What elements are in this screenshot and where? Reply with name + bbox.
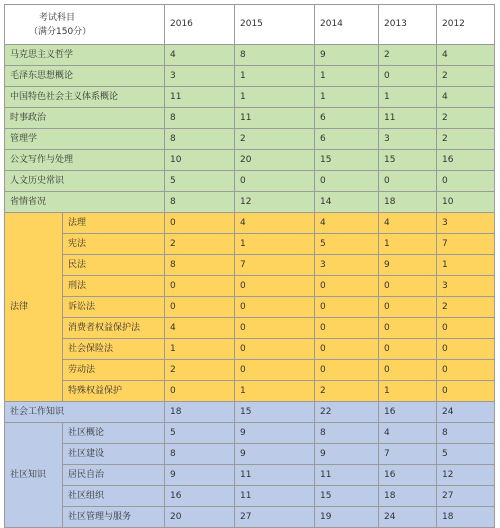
subject-name-cell: 管理学: [5, 129, 165, 150]
header-year-2015: 2015: [235, 5, 315, 45]
score-cell: 9: [235, 423, 315, 444]
score-cell: 3: [379, 129, 437, 150]
subject-name-cell: 诉讼法: [63, 297, 165, 318]
score-cell: 0: [315, 171, 379, 192]
score-cell: 0: [315, 318, 379, 339]
score-cell: 8: [165, 108, 235, 129]
score-cell: 14: [315, 192, 379, 213]
score-cell: 10: [437, 192, 495, 213]
score-cell: 2: [379, 45, 437, 66]
table-row: [5, 486, 495, 507]
subject-name-cell: 社会保险法: [63, 339, 165, 360]
table-row: [5, 108, 495, 129]
score-cell: 2: [165, 234, 235, 255]
subject-name-cell: 马克思主义哲学: [5, 45, 165, 66]
score-cell: 0: [379, 66, 437, 87]
score-cell: 8: [165, 129, 235, 150]
table-row: [5, 234, 495, 255]
subject-name-cell: 法理: [63, 213, 165, 234]
score-cell: 0: [379, 171, 437, 192]
score-cell: 4: [165, 45, 235, 66]
header-label-line1: 考试科目: [39, 12, 76, 23]
score-cell: 11: [315, 465, 379, 486]
score-cell: 27: [437, 486, 495, 507]
score-cell: 4: [379, 213, 437, 234]
score-cell: 0: [235, 318, 315, 339]
score-cell: 7: [437, 234, 495, 255]
header-year-2014: 2014: [315, 5, 379, 45]
score-cell: 0: [437, 360, 495, 381]
table-row: [5, 192, 495, 213]
exam-table-container: [4, 4, 495, 528]
score-cell: 0: [235, 297, 315, 318]
score-cell: 4: [235, 213, 315, 234]
subject-name-cell: 社区建设: [63, 444, 165, 465]
header-year-2016: 2016: [165, 5, 235, 45]
score-cell: 11: [379, 108, 437, 129]
score-cell: 15: [235, 402, 315, 423]
score-cell: 0: [235, 276, 315, 297]
score-cell: 0: [437, 171, 495, 192]
subject-name-cell: 社会工作知识: [5, 402, 165, 423]
score-cell: 5: [165, 171, 235, 192]
score-cell: 9: [165, 465, 235, 486]
score-cell: 1: [165, 339, 235, 360]
score-cell: 15: [315, 150, 379, 171]
score-cell: 0: [235, 360, 315, 381]
subject-name-cell: 劳动法: [63, 360, 165, 381]
score-cell: 16: [379, 402, 437, 423]
score-cell: 0: [437, 318, 495, 339]
category-cell: 社区知识: [5, 423, 63, 528]
subject-name-cell: 宪法: [63, 234, 165, 255]
header-year-2012: 2012: [437, 5, 495, 45]
score-cell: 22: [315, 402, 379, 423]
score-cell: 1: [235, 87, 315, 108]
table-row: [5, 444, 495, 465]
score-cell: 27: [235, 507, 315, 528]
score-cell: 3: [315, 255, 379, 276]
score-cell: 0: [315, 360, 379, 381]
header-subject-cell: [5, 5, 165, 45]
score-cell: 3: [437, 276, 495, 297]
table-row: [5, 87, 495, 108]
score-cell: 9: [315, 45, 379, 66]
table-row: [5, 129, 495, 150]
header-row: [5, 5, 495, 45]
score-cell: 5: [315, 234, 379, 255]
score-cell: 1: [437, 255, 495, 276]
score-cell: 8: [165, 255, 235, 276]
header-year-2013: 2013: [379, 5, 437, 45]
table-row: [5, 150, 495, 171]
score-cell: 9: [235, 444, 315, 465]
score-cell: 4: [315, 213, 379, 234]
score-cell: 1: [379, 234, 437, 255]
score-cell: 3: [165, 66, 235, 87]
subject-name-cell: 社区管理与服务: [63, 507, 165, 528]
subject-name-cell: 时事政治: [5, 108, 165, 129]
score-cell: 7: [379, 444, 437, 465]
subject-name-cell: 人文历史常识: [5, 171, 165, 192]
score-cell: 12: [235, 192, 315, 213]
score-cell: 8: [165, 444, 235, 465]
table-row: [5, 423, 495, 444]
score-cell: 4: [165, 318, 235, 339]
table-row: [5, 255, 495, 276]
score-cell: 24: [437, 402, 495, 423]
score-cell: 1: [235, 66, 315, 87]
subject-name-cell: 省情省况: [5, 192, 165, 213]
table-row: [5, 339, 495, 360]
score-cell: 0: [437, 381, 495, 402]
table-row: [5, 297, 495, 318]
score-cell: 1: [235, 234, 315, 255]
score-cell: 0: [165, 276, 235, 297]
score-cell: 2: [437, 108, 495, 129]
subject-name-cell: 中国特色社会主义体系概论: [5, 87, 165, 108]
score-cell: 11: [235, 486, 315, 507]
table-row: [5, 45, 495, 66]
table-row: [5, 507, 495, 528]
subject-name-cell: 社区概论: [63, 423, 165, 444]
category-cell: 法律: [5, 213, 63, 402]
subject-name-cell: 居民自治: [63, 465, 165, 486]
table-row: [5, 381, 495, 402]
score-cell: 10: [165, 150, 235, 171]
score-cell: 4: [379, 423, 437, 444]
score-cell: 6: [315, 108, 379, 129]
exam-score-table: [4, 4, 495, 528]
score-cell: 8: [437, 423, 495, 444]
score-cell: 0: [379, 276, 437, 297]
score-cell: 11: [165, 87, 235, 108]
score-cell: 2: [165, 360, 235, 381]
score-cell: 2: [437, 129, 495, 150]
score-cell: 18: [437, 507, 495, 528]
score-cell: 4: [437, 87, 495, 108]
table-body: [5, 5, 495, 528]
subject-name-cell: 特殊权益保护: [63, 381, 165, 402]
table-row: [5, 213, 495, 234]
score-cell: 12: [437, 465, 495, 486]
score-cell: 5: [165, 423, 235, 444]
score-cell: 19: [315, 507, 379, 528]
score-cell: 0: [379, 318, 437, 339]
header-label-line2: （满分150分）: [29, 26, 92, 37]
subject-name-cell: 公文写作与处理: [5, 150, 165, 171]
subject-name-cell: 社区组织: [63, 486, 165, 507]
score-cell: 0: [315, 339, 379, 360]
table-row: [5, 360, 495, 381]
score-cell: 2: [235, 129, 315, 150]
subject-name-cell: 毛泽东思想概论: [5, 66, 165, 87]
score-cell: 0: [235, 339, 315, 360]
score-cell: 1: [315, 66, 379, 87]
score-cell: 15: [379, 150, 437, 171]
score-cell: 0: [379, 339, 437, 360]
score-cell: 6: [315, 129, 379, 150]
score-cell: 0: [379, 360, 437, 381]
subject-name-cell: 民法: [63, 255, 165, 276]
score-cell: 5: [437, 444, 495, 465]
score-cell: 16: [437, 150, 495, 171]
score-cell: 0: [165, 297, 235, 318]
score-cell: 0: [379, 297, 437, 318]
score-cell: 0: [235, 171, 315, 192]
score-cell: 18: [379, 486, 437, 507]
table-row: [5, 66, 495, 87]
score-cell: 8: [235, 45, 315, 66]
score-cell: 8: [315, 423, 379, 444]
score-cell: 9: [315, 444, 379, 465]
score-cell: 15: [315, 486, 379, 507]
score-cell: 1: [379, 381, 437, 402]
subject-name-cell: 消费者权益保护法: [63, 318, 165, 339]
table-row: [5, 318, 495, 339]
score-cell: 0: [437, 339, 495, 360]
score-cell: 8: [165, 192, 235, 213]
score-cell: 1: [379, 87, 437, 108]
score-cell: 4: [437, 45, 495, 66]
score-cell: 24: [379, 507, 437, 528]
score-cell: 20: [235, 150, 315, 171]
table-row: [5, 465, 495, 486]
score-cell: 16: [379, 465, 437, 486]
score-cell: 16: [165, 486, 235, 507]
score-cell: 2: [315, 381, 379, 402]
score-cell: 18: [165, 402, 235, 423]
score-cell: 0: [165, 213, 235, 234]
score-cell: 2: [437, 66, 495, 87]
subject-name-cell: 刑法: [63, 276, 165, 297]
score-cell: 2: [437, 297, 495, 318]
score-cell: 1: [315, 87, 379, 108]
score-cell: 11: [235, 108, 315, 129]
score-cell: 11: [235, 465, 315, 486]
table-row: [5, 402, 495, 423]
score-cell: 9: [379, 255, 437, 276]
score-cell: 3: [437, 213, 495, 234]
score-cell: 0: [315, 297, 379, 318]
score-cell: 18: [379, 192, 437, 213]
score-cell: 1: [235, 381, 315, 402]
table-row: [5, 171, 495, 192]
table-row: [5, 276, 495, 297]
score-cell: 7: [235, 255, 315, 276]
score-cell: 20: [165, 507, 235, 528]
score-cell: 0: [165, 381, 235, 402]
score-cell: 0: [315, 276, 379, 297]
